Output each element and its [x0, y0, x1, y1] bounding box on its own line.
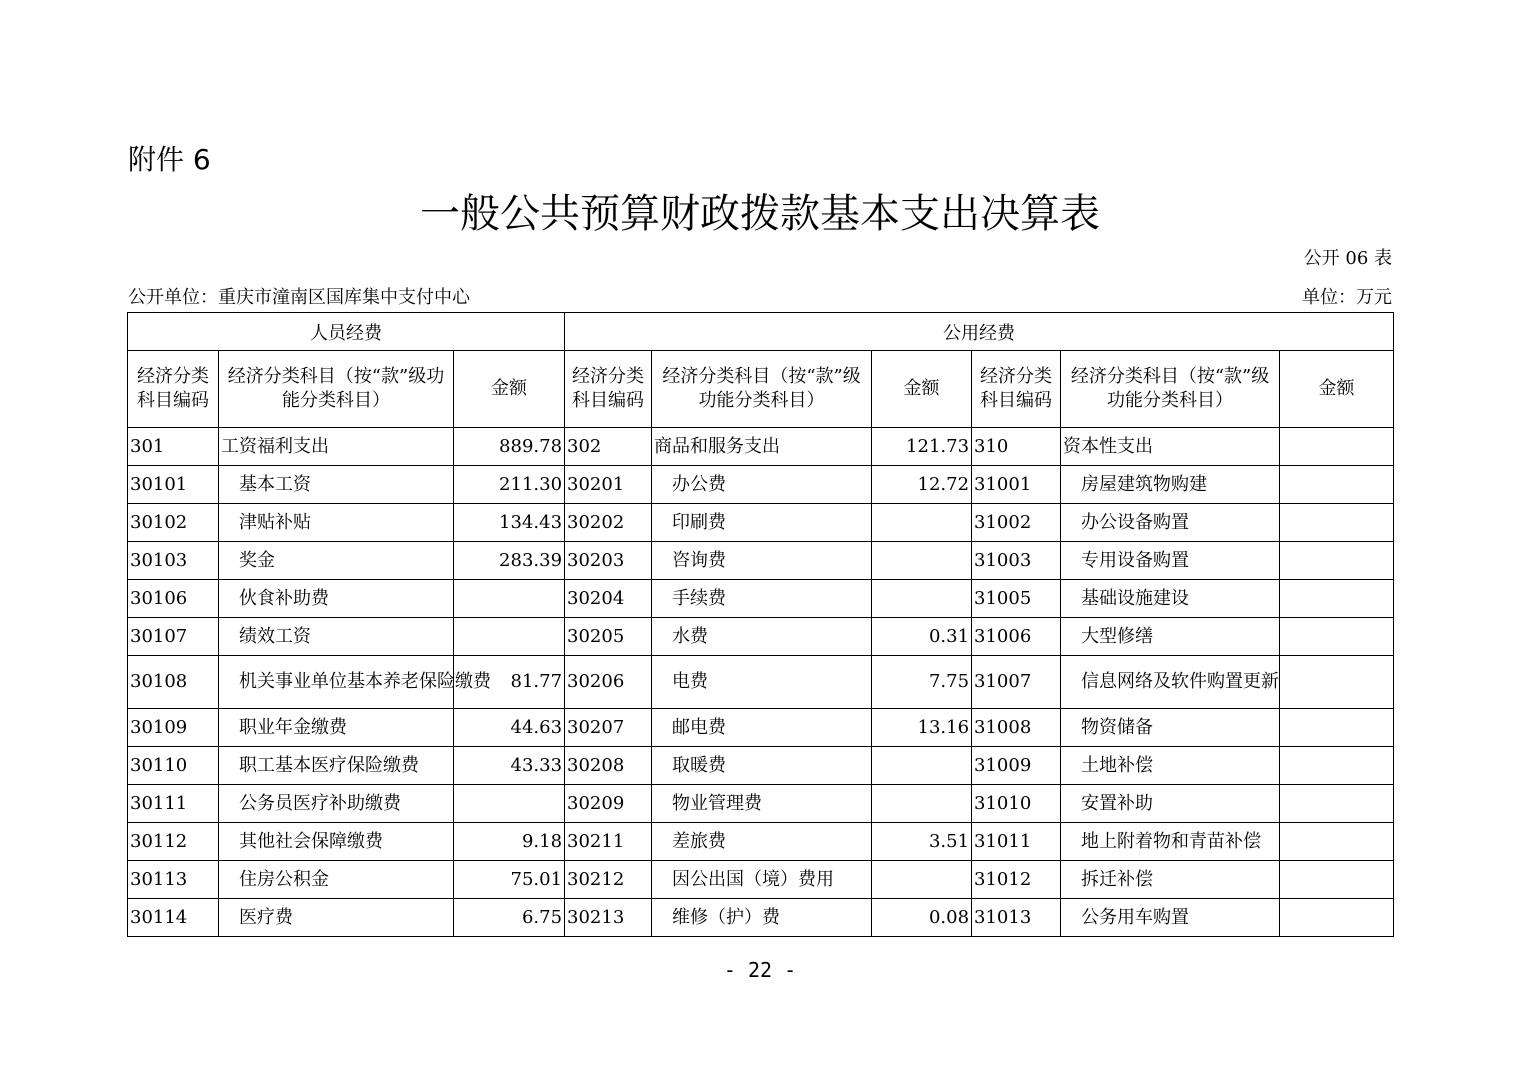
cell-amount	[872, 785, 972, 823]
cell-name: 资本性支出	[1061, 428, 1280, 466]
cell-amount	[1280, 747, 1394, 785]
cell-code: 31006	[972, 618, 1061, 656]
cell-amount	[1280, 823, 1394, 861]
cell-code: 30111	[128, 785, 219, 823]
cell-name: 工资福利支出	[219, 428, 454, 466]
table-row	[128, 504, 1394, 542]
cell-code: 30107	[128, 618, 219, 656]
cell-amount	[454, 618, 565, 656]
cell-amount	[1280, 785, 1394, 823]
cell-name: 住房公积金	[219, 861, 454, 899]
cell-amount: 283.39	[454, 542, 565, 580]
cell-amount: 7.75	[872, 656, 972, 709]
table-row	[128, 618, 1394, 656]
cell-amount	[1280, 466, 1394, 504]
table-row	[128, 580, 1394, 618]
cell-code: 301	[128, 428, 219, 466]
cell-name: 奖金	[219, 542, 454, 580]
cell-amount: 6.75	[454, 899, 565, 937]
column-header-row	[128, 351, 1394, 428]
cell-code: 30203	[565, 542, 652, 580]
cell-name: 基础设施建设	[1061, 580, 1280, 618]
reporting-unit: 公开单位：重庆市潼南区国库集中支付中心	[128, 287, 470, 308]
cell-amount: 0.08	[872, 899, 972, 937]
page-number: - 22 -	[723, 958, 797, 982]
cell-amount	[1280, 709, 1394, 747]
header-code: 经济分类科目编码	[565, 351, 652, 428]
cell-amount	[872, 580, 972, 618]
group-personnel: 人员经费	[128, 313, 565, 351]
cell-amount: 81.77	[454, 656, 565, 709]
cell-name: 职业年金缴费	[219, 709, 454, 747]
cell-name: 差旅费	[652, 823, 872, 861]
cell-name: 大型修缮	[1061, 618, 1280, 656]
table-body	[128, 428, 1394, 937]
cell-name: 办公设备购置	[1061, 504, 1280, 542]
table-number: 公开 06 表	[1303, 248, 1392, 269]
cell-name: 水费	[652, 618, 872, 656]
cell-amount: 121.73	[872, 428, 972, 466]
table-row	[128, 709, 1394, 747]
cell-name: 信息网络及软件购置更新	[1061, 656, 1280, 709]
cell-name: 地上附着物和青苗补偿	[1061, 823, 1280, 861]
cell-amount	[1280, 504, 1394, 542]
cell-amount: 43.33	[454, 747, 565, 785]
header-name: 经济分类科目（按“款”级功能分类科目）	[219, 351, 454, 428]
cell-code: 31010	[972, 785, 1061, 823]
cell-name: 机关事业单位基本养老保险缴费	[219, 656, 454, 709]
cell-amount: 13.16	[872, 709, 972, 747]
attachment-label: 附件 6	[128, 143, 211, 176]
table-row	[128, 861, 1394, 899]
cell-code: 30106	[128, 580, 219, 618]
cell-amount	[1280, 861, 1394, 899]
group-header-row	[128, 313, 1394, 351]
table-row	[128, 656, 1394, 709]
cell-amount: 12.72	[872, 466, 972, 504]
unit-of-measure: 单位：万元	[1302, 287, 1392, 308]
cell-code: 302	[565, 428, 652, 466]
cell-code: 30213	[565, 899, 652, 937]
header-amount: 金额	[872, 351, 972, 428]
cell-code: 31013	[972, 899, 1061, 937]
cell-name: 办公费	[652, 466, 872, 504]
cell-amount	[454, 785, 565, 823]
cell-code: 30201	[565, 466, 652, 504]
table-row	[128, 747, 1394, 785]
table-row	[128, 542, 1394, 580]
cell-name: 取暖费	[652, 747, 872, 785]
cell-code: 30112	[128, 823, 219, 861]
page-title: 一般公共预算财政拨款基本支出决算表	[420, 191, 1100, 237]
cell-code: 30204	[565, 580, 652, 618]
cell-name: 电费	[652, 656, 872, 709]
cell-name: 因公出国（境）费用	[652, 861, 872, 899]
cell-name: 物业管理费	[652, 785, 872, 823]
cell-name: 职工基本医疗保险缴费	[219, 747, 454, 785]
cell-name: 手续费	[652, 580, 872, 618]
cell-name: 绩效工资	[219, 618, 454, 656]
cell-code: 30205	[565, 618, 652, 656]
cell-name: 物资储备	[1061, 709, 1280, 747]
header-code: 经济分类科目编码	[972, 351, 1061, 428]
cell-name: 基本工资	[219, 466, 454, 504]
cell-code: 31001	[972, 466, 1061, 504]
cell-code: 31012	[972, 861, 1061, 899]
cell-code: 30103	[128, 542, 219, 580]
cell-amount	[872, 504, 972, 542]
cell-code: 310	[972, 428, 1061, 466]
cell-name: 商品和服务支出	[652, 428, 872, 466]
cell-amount	[872, 542, 972, 580]
cell-amount: 134.43	[454, 504, 565, 542]
header-amount: 金额	[454, 351, 565, 428]
cell-name: 拆迁补偿	[1061, 861, 1280, 899]
cell-name: 公务员医疗补助缴费	[219, 785, 454, 823]
cell-code: 30108	[128, 656, 219, 709]
cell-code: 31002	[972, 504, 1061, 542]
cell-amount: 0.31	[872, 618, 972, 656]
cell-code: 30211	[565, 823, 652, 861]
expenditure-table	[127, 312, 1394, 937]
cell-amount: 211.30	[454, 466, 565, 504]
cell-name: 医疗费	[219, 899, 454, 937]
cell-name: 邮电费	[652, 709, 872, 747]
table-row	[128, 466, 1394, 504]
cell-name: 咨询费	[652, 542, 872, 580]
header-name: 经济分类科目（按“款”级功能分类科目）	[1061, 351, 1280, 428]
cell-code: 30110	[128, 747, 219, 785]
cell-amount: 889.78	[454, 428, 565, 466]
group-public: 公用经费	[565, 313, 1394, 351]
cell-name: 其他社会保障缴费	[219, 823, 454, 861]
cell-code: 30208	[565, 747, 652, 785]
cell-amount: 3.51	[872, 823, 972, 861]
cell-name: 公务用车购置	[1061, 899, 1280, 937]
cell-code: 30207	[565, 709, 652, 747]
header-name: 经济分类科目（按“款”级功能分类科目）	[652, 351, 872, 428]
cell-name: 津贴补贴	[219, 504, 454, 542]
cell-amount	[1280, 656, 1394, 709]
cell-amount	[872, 747, 972, 785]
cell-code: 30101	[128, 466, 219, 504]
cell-amount	[1280, 899, 1394, 937]
cell-amount	[872, 861, 972, 899]
cell-amount: 75.01	[454, 861, 565, 899]
cell-code: 30202	[565, 504, 652, 542]
cell-amount: 44.63	[454, 709, 565, 747]
cell-amount: 9.18	[454, 823, 565, 861]
cell-amount	[1280, 428, 1394, 466]
cell-code: 30114	[128, 899, 219, 937]
cell-name: 专用设备购置	[1061, 542, 1280, 580]
cell-code: 30209	[565, 785, 652, 823]
cell-name: 伙食补助费	[219, 580, 454, 618]
cell-name: 印刷费	[652, 504, 872, 542]
cell-name: 维修（护）费	[652, 899, 872, 937]
cell-name: 房屋建筑物购建	[1061, 466, 1280, 504]
cell-code: 31007	[972, 656, 1061, 709]
header-code: 经济分类科目编码	[128, 351, 219, 428]
cell-code: 30212	[565, 861, 652, 899]
cell-code: 30113	[128, 861, 219, 899]
cell-code: 31008	[972, 709, 1061, 747]
cell-code: 31009	[972, 747, 1061, 785]
cell-code: 30102	[128, 504, 219, 542]
table-row	[128, 899, 1394, 937]
header-amount: 金额	[1280, 351, 1394, 428]
cell-name: 安置补助	[1061, 785, 1280, 823]
cell-amount	[1280, 542, 1394, 580]
cell-amount	[1280, 580, 1394, 618]
table-row	[128, 823, 1394, 861]
cell-code: 30109	[128, 709, 219, 747]
cell-code: 31003	[972, 542, 1061, 580]
cell-name: 土地补偿	[1061, 747, 1280, 785]
cell-amount	[454, 580, 565, 618]
cell-code: 30206	[565, 656, 652, 709]
table-row	[128, 428, 1394, 466]
cell-amount	[1280, 618, 1394, 656]
table-row	[128, 785, 1394, 823]
cell-code: 31005	[972, 580, 1061, 618]
cell-code: 31011	[972, 823, 1061, 861]
